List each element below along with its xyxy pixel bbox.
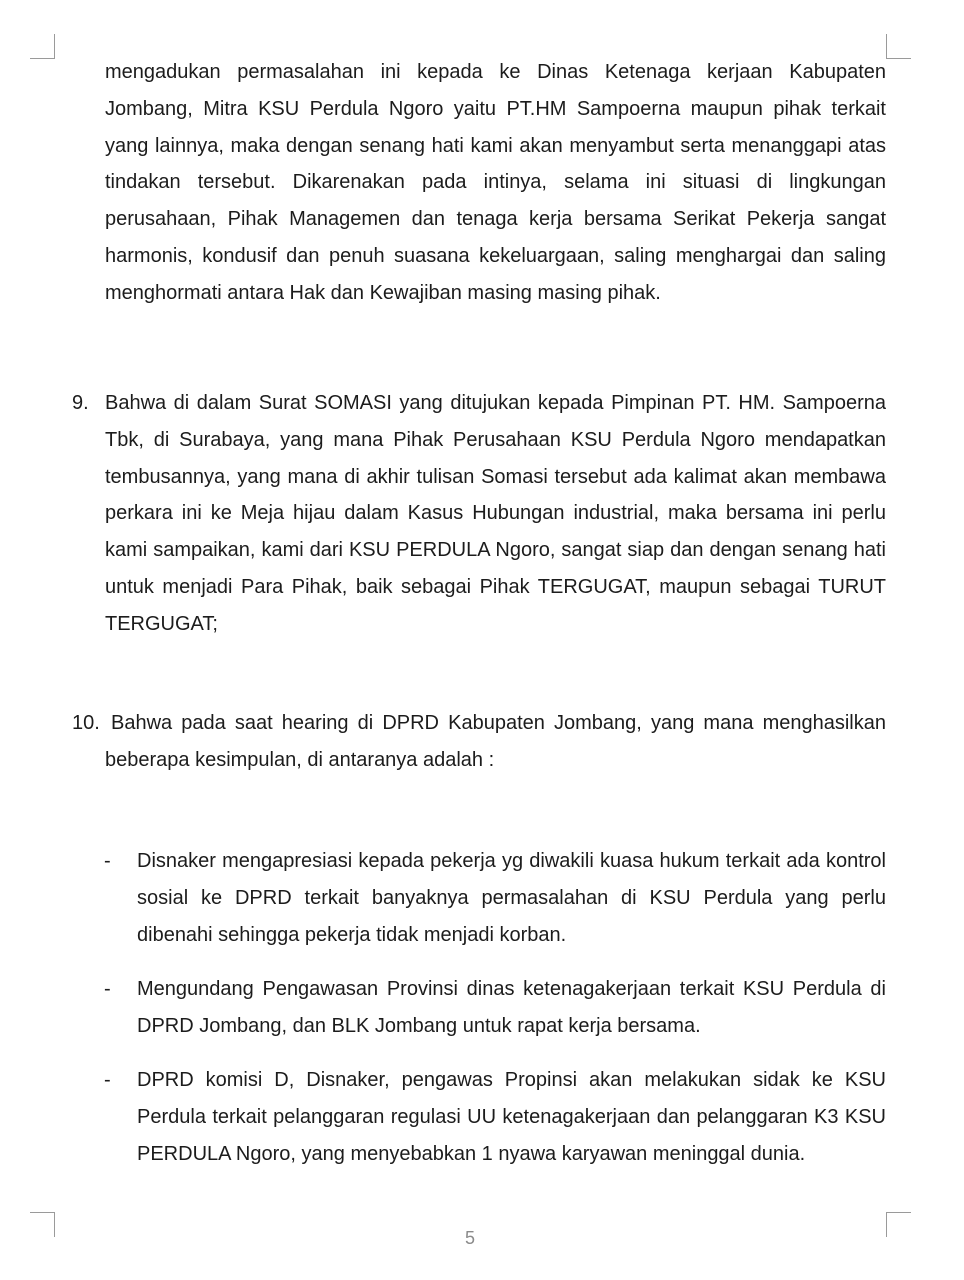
page-corner-mark-top-right — [886, 34, 911, 59]
item-number: 10. — [72, 712, 100, 734]
bullet-marker: - — [104, 978, 111, 1000]
bullet-item: Mengundang Pengawasan Provinsi dinas ketenagakerjaan terkait KSU Perdula di DPRD Jombang, dan BLK Jombang untuk rapat kerja bersama. — [137, 978, 886, 1037]
bullet-item: DPRD komisi D, Disnaker, pengawas Propinsi akan melakukan sidak ke KSU Perdula terkait pelanggaran regulasi UU ketenagakerjaan dan pelanggaran K3 KSU PERDULA Ngoro, yang menyebabkan 1 nyawa karyawan meninggal dunia. — [137, 1069, 886, 1165]
page-corner-mark-top-left — [30, 34, 55, 59]
item-paragraph-10-text: Bahwa pada saat hearing di DPRD Kabupaten Jombang, yang mana menghasilkan beberapa kesimpulan, di antaranya adalah : — [105, 712, 886, 771]
bullet-marker: - — [104, 850, 111, 872]
item-paragraph-9: Bahwa di dalam Surat SOMASI yang ditujukan kepada Pimpinan PT. HM. Sampoerna Tbk, di Surabaya, yang mana Pihak Perusahaan KSU Perdula Ngoro mendapatkan tembusannya, yang mana di akhir tulisan Somasi tersebut ada kalimat akan membawa perkara ini ke Meja hijau dalam Kasus Hubungan industrial, maka bersama ini perlu kami sampaikan, kami dari KSU PERDULA Ngoro, sangat siap dan dengan senang hati untuk menjadi Para Pihak, baik sebagai Pihak TERGUGAT, maupun sebagai TURUT TERGUGAT; — [105, 392, 886, 635]
page-number: 5 — [464, 1228, 475, 1248]
continuation-paragraph: mengadukan permasalahan ini kepada ke Dinas Ketenaga kerjaan Kabupaten Jombang, Mitra KSU Perdula Ngoro yaitu PT.HM Sampoerna maupun pihak terkait yang lainnya, maka dengan senang hati kami akan menyambut serta menanggapi atas tindakan tersebut. Dikarenakan pada intinya, selama ini situasi di lingkungan perusahaan, Pihak Managemen dan tenaga kerja bersama Serikat Pekerja sangat harmonis, kondusif dan penuh suasana kekeluargaan, saling menghargai dan saling menghormati antara Hak dan Kewajiban masing masing pihak. — [105, 61, 886, 304]
item-paragraph-10 — [105, 705, 886, 779]
bullet-marker: - — [104, 1069, 111, 1091]
item-number: 9. — [72, 392, 89, 414]
bullet-item: Disnaker mengapresiasi kepada pekerja yg diwakili kuasa hukum terkait ada kontrol sosial ke DPRD terkait banyaknya permasalahan di KSU Perdula yang perlu dibenahi sehingga pekerja tidak menjadi korban. — [137, 850, 886, 946]
